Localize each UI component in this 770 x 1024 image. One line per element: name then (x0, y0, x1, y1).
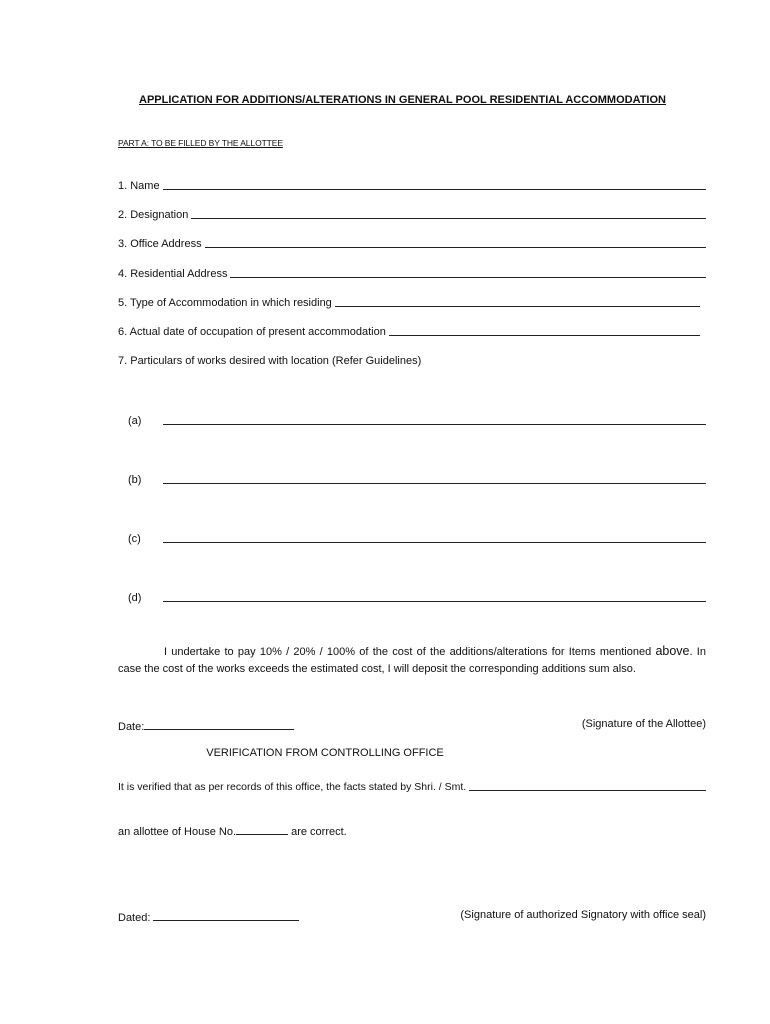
accommodation-type-blank[interactable] (335, 295, 700, 307)
undertaking-above: above (655, 644, 690, 658)
occupation-date-blank[interactable] (389, 324, 700, 336)
undertaking-text-1: I undertake to pay 10% / 20% / 100% of the cost of the additions/alterations for Items mentioned (164, 646, 656, 658)
verified-name-blank[interactable] (469, 779, 706, 791)
verified-text: It is verified that as per records of this office, the facts stated by Shri. / Smt. (118, 781, 467, 793)
date-blank[interactable] (144, 718, 294, 730)
document-title: APPLICATION FOR ADDITIONS/ALTERATIONS IN GENERAL POOL RESIDENTIAL ACCOMMODATION (139, 94, 666, 106)
item-a-blank[interactable] (163, 413, 706, 425)
date-field[interactable] (118, 718, 294, 733)
name-label: 1. Name (118, 180, 160, 192)
designation-blank[interactable] (191, 207, 706, 219)
item-b-label: (b) (128, 474, 142, 486)
item-b-row[interactable] (128, 470, 706, 486)
house-suffix: are correct. (288, 826, 347, 838)
name-field[interactable] (118, 176, 706, 192)
authorized-signature: (Signature of authorized Signatory with office seal) (460, 909, 706, 921)
undertaking-text-2: . In case the cost of the works exceeds the estimated cost, I will deposit the corresponding additions sum also. (118, 646, 706, 675)
part-a-heading: PART A: TO BE FILLED BY THE ALLOTTEE (118, 138, 283, 148)
undertaking-paragraph (118, 643, 706, 678)
accommodation-type-label: 5. Type of Accommodation in which residing (118, 297, 332, 309)
verification-heading: VERIFICATION FROM CONTROLLING OFFICE (206, 747, 444, 759)
allottee-signature: (Signature of the Allottee) (581, 718, 706, 730)
office-address-label: 3. Office Address (118, 238, 202, 250)
residential-address-blank[interactable] (230, 266, 706, 278)
office-address-blank[interactable] (205, 236, 706, 248)
residential-address-label: 4. Residential Address (118, 268, 228, 280)
designation-label: 2. Designation (118, 209, 189, 221)
house-number-blank[interactable] (236, 823, 288, 835)
designation-field[interactable] (118, 205, 706, 221)
office-address-field[interactable] (118, 234, 706, 250)
dated-field[interactable] (118, 909, 299, 924)
item-b-blank[interactable] (163, 472, 706, 484)
item-a-label: (a) (128, 415, 142, 427)
item-d-row[interactable] (128, 588, 706, 604)
occupation-date-field[interactable] (118, 322, 700, 338)
particulars-label: 7. Particulars of works desired with location (Refer Guidelines) (118, 355, 422, 367)
residential-address-field[interactable] (118, 264, 706, 280)
date-label: Date: (118, 721, 145, 733)
house-number-field[interactable] (118, 823, 347, 838)
dated-label: Dated: (118, 912, 151, 924)
item-d-label: (d) (128, 592, 142, 604)
verified-by-field[interactable] (118, 777, 706, 793)
item-c-blank[interactable] (163, 531, 706, 543)
dated-blank[interactable] (153, 909, 299, 921)
accommodation-type-field[interactable] (118, 293, 700, 309)
item-a-row[interactable] (128, 411, 706, 427)
occupation-date-label: 6. Actual date of occupation of present accommodation (118, 326, 386, 338)
item-c-row[interactable] (128, 529, 706, 545)
name-blank[interactable] (163, 178, 706, 190)
item-d-blank[interactable] (163, 590, 706, 602)
item-c-label: (c) (128, 533, 141, 545)
house-prefix: an allottee of House No. (118, 826, 237, 838)
